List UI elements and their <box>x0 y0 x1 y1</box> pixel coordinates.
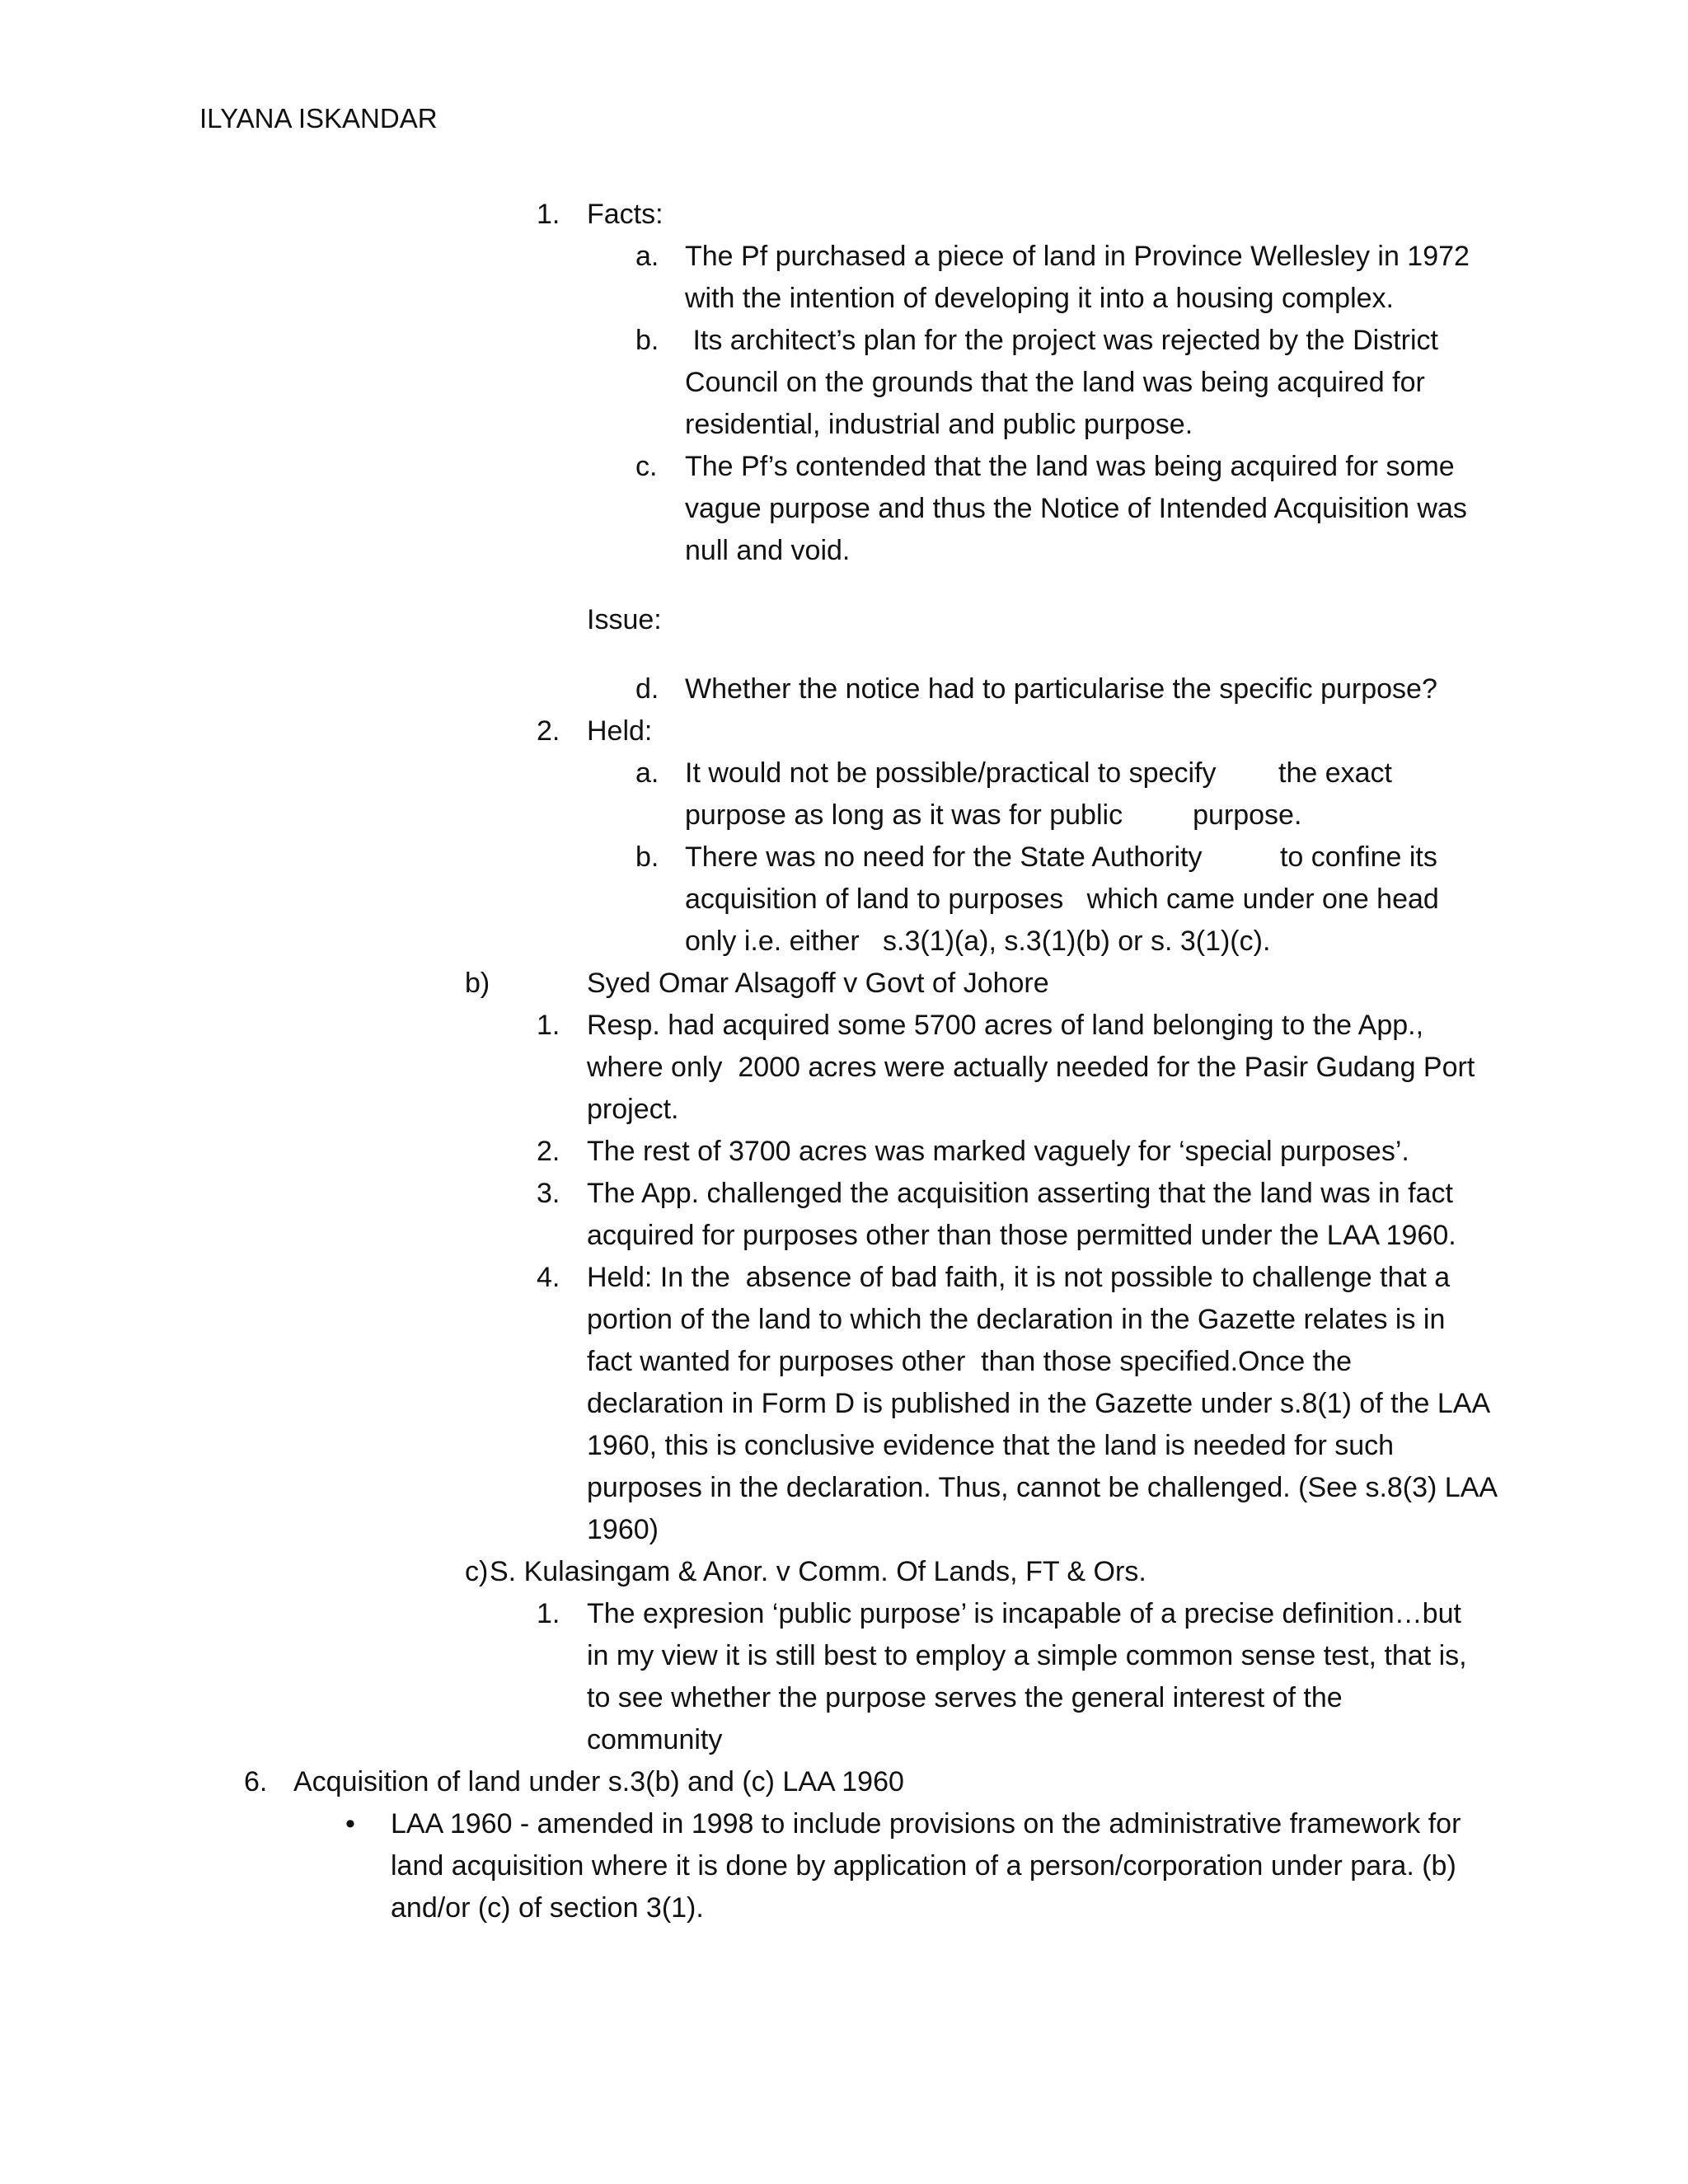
bullet-icon: • <box>345 1808 355 1840</box>
list-item-line: 1960) <box>587 1514 659 1545</box>
list-number: 1. <box>537 199 560 230</box>
list-item-line: Held: In the absence of bad faith, it is not possible to challenge that a <box>587 1262 1451 1293</box>
list-item-line: to see whether the purpose serves the general interest of the <box>587 1682 1343 1713</box>
list-item-line: where only 2000 acres were actually needed for the Pasir Gudang Port <box>587 1052 1475 1083</box>
list-item-line: only i.e. either s.3(1)(a), s.3(1)(b) or s. 3(1)(c). <box>685 926 1271 957</box>
bullet-item-line: and/or (c) of section 3(1). <box>391 1892 704 1924</box>
list-number: 3. <box>537 1178 560 1209</box>
bullet-item-line: LAA 1960 - amended in 1998 to include provisions on the administrative framework for <box>391 1808 1461 1840</box>
list-marker: d. <box>635 673 659 705</box>
list-item-line: portion of the land to which the declaration in the Gazette relates is in <box>587 1304 1446 1335</box>
case-marker: c) <box>465 1556 489 1587</box>
list-number: 1. <box>537 1598 560 1629</box>
list-item-line: It would not be possible/practical to specify the exact <box>685 757 1393 789</box>
facts-heading: Facts: <box>587 199 663 230</box>
list-item-line: residential, industrial and public purpose. <box>685 409 1193 440</box>
bullet-item-line: land acquisition where it is done by application of a person/corporation under para. (b) <box>391 1850 1456 1882</box>
case-marker: b) <box>465 968 490 999</box>
list-number: 2. <box>537 715 560 747</box>
held-heading: Held: <box>587 715 653 747</box>
list-item-line: community <box>587 1724 723 1755</box>
page-header-author: ILYANA ISKANDAR <box>199 103 438 134</box>
case-title: S. Kulasingam & Anor. v Comm. Of Lands, FT & Ors. <box>490 1556 1146 1587</box>
list-item-line: vague purpose and thus the Notice of Intended Acquisition was <box>685 493 1467 524</box>
list-item-line: acquired for purposes other than those permitted under the LAA 1960. <box>587 1220 1456 1251</box>
section-number: 6. <box>244 1766 268 1797</box>
list-item-line: The rest of 3700 acres was marked vaguely for ‘special purposes’. <box>587 1136 1409 1167</box>
list-item-line: The Pf’s contended that the land was being acquired for some <box>685 451 1455 482</box>
list-item-line: Its architect’s plan for the project was rejected by the District <box>685 325 1438 356</box>
list-item-line: acquisition of land to purposes which came under one head <box>685 883 1439 915</box>
list-item-line: declaration in Form D is published in the Gazette under s.8(1) of the LAA <box>587 1388 1491 1419</box>
list-marker: a. <box>635 757 659 789</box>
list-item-line: Council on the grounds that the land was being acquired for <box>685 367 1425 398</box>
list-number: 1. <box>537 1010 560 1041</box>
list-item-line: The App. challenged the acquisition asserting that the land was in fact <box>587 1178 1453 1209</box>
list-item-line: project. <box>587 1094 679 1125</box>
list-item-line: 1960, this is conclusive evidence that the land is needed for such <box>587 1430 1395 1461</box>
list-item-line: with the intention of developing it into a housing complex. <box>685 283 1394 314</box>
list-marker: a. <box>635 241 659 272</box>
list-number: 4. <box>537 1262 560 1293</box>
case-title: Syed Omar Alsagoff v Govt of Johore <box>587 968 1049 999</box>
issue-heading: Issue: <box>587 604 662 635</box>
list-item-line: The expresion ‘public purpose’ is incapable of a precise definition…but <box>587 1598 1461 1629</box>
list-marker: b. <box>635 841 659 873</box>
list-item-line: purposes in the declaration. Thus, cannot be challenged. (See s.8(3) LAA <box>587 1472 1498 1503</box>
list-item-line: Resp. had acquired some 5700 acres of land belonging to the App., <box>587 1010 1424 1041</box>
list-item-line: in my view it is still best to employ a simple common sense test, that is, <box>587 1640 1467 1671</box>
list-marker: b. <box>635 325 659 356</box>
list-item-line: purpose as long as it was for public purpose. <box>685 799 1302 831</box>
list-marker: c. <box>635 451 658 482</box>
section-heading: Acquisition of land under s.3(b) and (c) LAA 1960 <box>293 1766 904 1797</box>
list-item-line: Whether the notice had to particularise the specific purpose? <box>685 673 1437 705</box>
list-item-line: fact wanted for purposes other than those specified.Once the <box>587 1346 1353 1377</box>
list-item-line: There was no need for the State Authority to confine its <box>685 841 1437 873</box>
list-number: 2. <box>537 1136 560 1167</box>
list-item-line: null and void. <box>685 535 851 566</box>
list-item-line: The Pf purchased a piece of land in Province Wellesley in 1972 <box>685 241 1470 272</box>
